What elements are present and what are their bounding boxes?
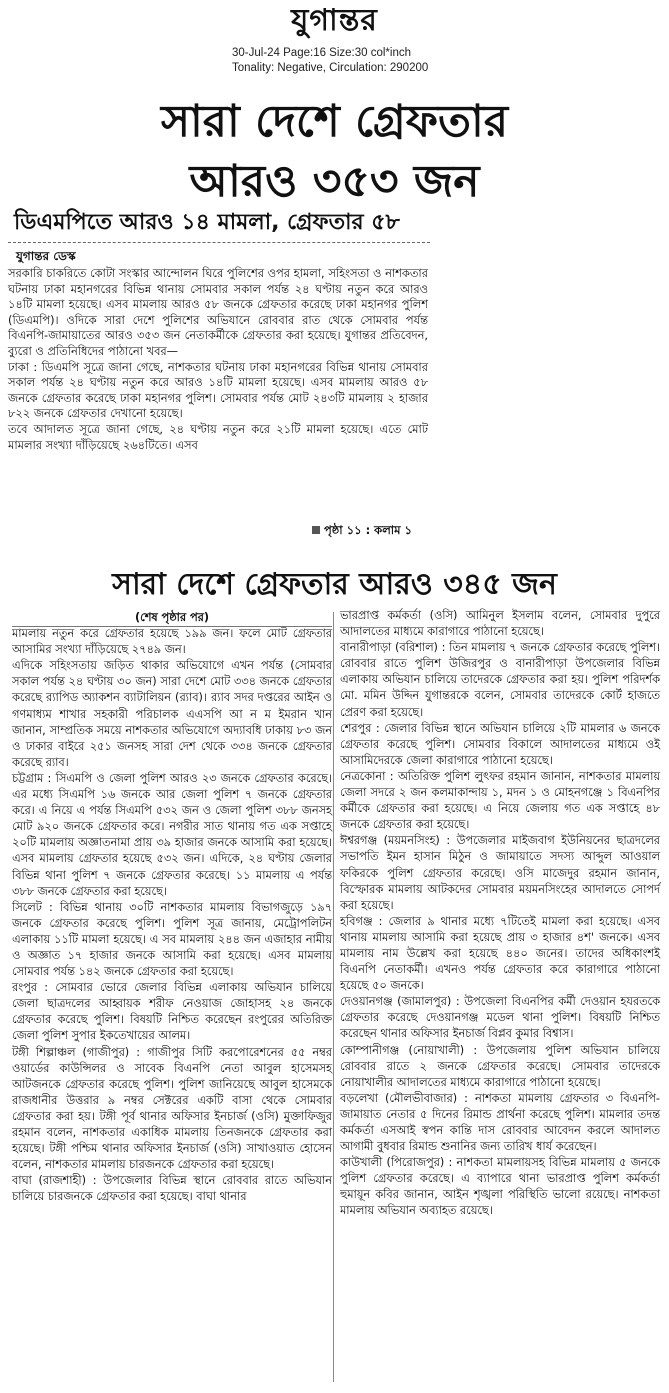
paragraph: এদিকে সহিংসতায় জড়িত থাকার অভিযোগে এখন পর্যন্ত (সোমবার সকাল পর্যন্ত ২৪ ঘণ্টায় ৩০ জন) সারা দেশে মোট ৩৩৪ জনকে গ্রেফতার করেছে র‌্যাপিড অ্যাকশন ব্যাটালিয়ন (র‌্যাব)। র‌্যাব সদর দপ্তরের আইন ও গণমাধ্যম শাখার সহকারী পরিচালক এএসপি আ ন ম ইমরান খান জানান, সাম্প্রতিক সময়ে নাশকতার অভিযোগে অদ্যাবধি ঢাকায় ৮৩ জন ও ঢাকার বাইরে ২৫১ জনসহ সারা দেশ থেকে ৩৩৪ জনকে গ্রেফতার করেছে র‌্যাব।: [12, 659, 332, 769]
story1-headline-line2: আরও ৩৫৩ জন: [189, 156, 480, 207]
paragraph: তবে আদালত সূত্রে জানা গেছে, ২৪ ঘণ্টায় নতুন করে ২১টি মামলা হয়েছে। এতে মোট মামলার সংখ্যা দাঁড়িয়েছে ২৬৪টিতে। এসব: [8, 421, 428, 452]
divider: [8, 242, 430, 243]
story2-headline: সারা দেশে গ্রেফতার আরও ৩৪৫ জন: [112, 567, 557, 602]
masthead: [0, 4, 669, 38]
paragraph: কাউখালী (পিরোজপুর) : নাশকতা মামলায়সহ বিভিন্ন মামলায় ৫ জনকে পুলিশ গ্রেফতার করেছে। এ ব্যাপারে থানা ভারপ্রাপ্ত পুলিশ কর্মকর্তা হুমায়ূন কবির জানান, আইন শৃঙ্খলা পরিস্থিতি ভালো রয়েছে। নাশকতা মামলায় অভিযান অব্যাহত রয়েছে।: [340, 1156, 660, 1218]
story2-column-left: [12, 610, 332, 1205]
jump-label: পৃষ্ঠা ১১ : কলাম ১: [324, 523, 412, 537]
story1-subheadline: ডিএমপিতে আরও ১৪ মামলা, গ্রেফতার ৫৮: [14, 210, 400, 235]
square-bullet-icon: [312, 526, 320, 534]
column-divider: [333, 612, 334, 1382]
paragraph: সরকারি চাকরিতে কোটা সংস্কার আন্দোলন ঘিরে পুলিশের ওপর হামলা, সহিংসতা ও নাশকতার ঘটনায় ঢাকা মহানগরের বিভিন্ন থানায় সোমবার সকাল পর্যন্ত ২৪ ঘণ্টায় নতুন করে আরও ১৪টি মামলা হয়েছে। এসব মামলায় আরও ৫৮ জনকে গ্রেফতার করেছে ঢাকা মহানগর পুলিশ (ডিএমপি)। ওদিকে সারা দেশে পুলিশের অভিযানে রোববার রাত থেকে সোমবার পর্যন্ত বিএনপি-জামায়াতের আরও ৩৫৩ জন নেতাকর্মীকে গ্রেফতার করা হয়েছে। যুগান্তর প্রতিবেদন, ব্যুরো ও প্রতিনিধিদের পাঠানো খবর—: [8, 266, 428, 358]
paragraph: নেত্রকোনা : অতিরিক্ত পুলিশ লুৎফর রহমান জানান, নাশকতার মামলায় জেলা সদরে ২ জন কলমাকান্দায় ১, মদন ১ ও মোহনগঞ্জে ১ বিএনপির কর্মীকে গ্রেফতার করা হয়েছে। এ নিয়ে জেলায় গত এক সপ্তাহে ৪৮ জনকে গ্রেফতার করা হয়েছে।: [340, 769, 660, 832]
paragraph: ঢাকা : ডিএমপি সূত্রে জানা গেছে, নাশকতার ঘটনায় ঢাকা মহানগরের বিভিন্ন থানায় সোমবার সকাল পর্যন্ত ২৪ ঘণ্টায় নতুন করে আরও ১৪টি মামলা হয়েছে। এসব মামলায় আরও ৫৮ জনকে গ্রেফতার করেছে ঢাকা মহানগর পুলিশ। সোমবার পর্যন্ত মোট ২৪৩টি মামলায় ২ হাজার ৮২২ জনকে গ্রেফতার দেখানো হয়েছে।: [8, 359, 428, 421]
paragraph: বানারীপাড়া (বরিশাল) : তিন মামলায় ৭ জনকে গ্রেফতার করেছে পুলিশ। রোববার রাতে পুলিশ উজিরপুর ও বানারীপাড়া উপজেলার বিভিন্ন এলাকায় অভিযান চালিয়ে তাদেরকে গ্রেফতার করা হয়। পুলিশ পরিদর্শক মো. মমিন উদ্দিন যুগান্তরকে বলেন, সোমবার তাদেরকে কোর্ট হাজতে প্রেরণ করা হয়েছে।: [340, 641, 660, 719]
paragraph: টঙ্গী শিল্পাঞ্চল (গাজীপুর) : গাজীপুর সিটি করপোরেশনের ৫৫ নম্বর ওয়ার্ডের কাউন্সিলর ও সাবেক বিএনপি নেতা আবুল হাসেমসহ আটজনকে গ্রেফতার করেছে পুলিশ। পুলিশ জানিয়েছে আবুল হাসেমকে রাজধানীর উত্তরার ৯ নম্বর সেক্টরের একটি বাসা থেকে সোমবার গ্রেফতার করা হয়। টঙ্গী পূর্ব থানার অফিসার ইনচার্জ (ওসি) মুক্তাফিজুর রহমান বলেন, নাশকতার একাধিক মামলায় তিনজনকে গ্রেফতার করা হয়েছে। টঙ্গী পশ্চিম থানার অফিসার ইনচার্জ (ওসি) সাখাওয়াত হোসেন বলেন, নাশকতার মামলায় চারজনকে গ্রেফতার করা হয়েছে।: [12, 1045, 332, 1172]
paragraph: মামলায় নতুন করে গ্রেফতার হয়েছে ১৯৯ জন। ফলে মোট গ্রেফতার আসামির সংখ্যা দাঁড়িয়েছে ২৭৪৯ জন।: [12, 627, 332, 657]
paragraph: দেওয়ানগঞ্জ (জামালপুর) : উপজেলা বিএনপির কর্মী দেওয়ান হযরতকে গ্রেফতার করেছে দেওয়ানগঞ্জ মডেল থানা পুলিশ। বিষয়টি নিশ্চিত করেছেন থানার অফিসার ইনচার্জ বিপ্লব কুমার বিশ্বাস।: [340, 995, 660, 1041]
paragraph: হবিগঞ্জ : জেলার ৯ থানার মধ্যে ৭টিতেই মামলা করা হয়েছে। এসব থানায় মামলায় আসামি করা হয়েছে প্রায় ৩ হাজার ৪শ' জনকে। এসব মামলায় নাম উল্লেখ করা হয়েছে ৪৪০ জনের। তাদের অধিকাংশই বিএনপি নেতাকর্মী। এখনও পর্যন্ত গ্রেফতার করে কারাগারে পাঠানো হয়েছে ৫০ জনকে।: [340, 914, 660, 993]
paragraph: বড়লেখা (মৌলভীবাজার) : নাশকতা মামলায় গ্রেফতার ৩ বিএনপি-জামায়াত নেতার ৫ দিনের রিমান্ড প্রার্থনা করেছে পুলিশ। মামলার তদন্ত কর্মকর্তা এসআই স্বপন কান্তি দাস রোববার আবেদন করলে আদালত আগামী বুধবার রিমান্ড শুনানির জন্য তারিখ ধার্য করেছেন।: [340, 1091, 660, 1154]
clipping-meta-line1: 30-Jul-24 Page:16 Size:30 col*inch: [232, 47, 412, 59]
story1-dateline: যুগান্তর ডেস্ক: [16, 249, 76, 263]
paragraph: চট্টগ্রাম : সিএমপি ও জেলা পুলিশ আরও ২৩ জনকে গ্রেফতার করেছে। এর মধ্যে সিএমপি ১৬ জনকে আর জেলা পুলিশ ৭ জনকে গ্রেফতার করে। এ নিয়ে এ পর্যন্ত সিএমপি ৫৩২ জন ও জেলা পুলিশ ৩৮৮ জনসহ মোট ৯২০ জনকে গ্রেফতার করে। নগরীর সাত থানায় গত এক সপ্তাহে ২০টি মামলায় অজ্ঞাতনামা প্রায় ৩৯ হাজার জনকে আসামি করা হয়েছে। এসব মামলায় গ্রেফতার হয়েছে ৫৩২ জন। এদিকে, ২৪ ঘণ্টায় জেলার বিভিন্ন থানা পুলিশ ৭ জনকে গ্রেফতার করেছে। ১১ মামলায় এ পর্যন্ত ৩৮৮ জনকে গ্রেফতার করা হয়েছে।: [12, 771, 332, 898]
story1-body: [8, 266, 428, 453]
paragraph: বাঘা (রাজশাহী) : উপজেলার বিভিন্ন স্থানে রোববার রাতে অভিযান চালিয়ে চারজনকে গ্রেফতার করা হয়েছে। বাঘা থানার: [12, 1174, 332, 1204]
clipping-meta: [232, 46, 428, 76]
paragraph: রংপুর : সোমবার ভোরে জেলার বিভিন্ন এলাকায় অভিযান চালিয়ে জেলা ছাত্রদলের আহ্বায়ক শরীফ নেওয়াজ জোহাসহ ২৪ জনকে গ্রেফতার করেছে পুলিশ। বিষয়টি নিশ্চিত করেছেন রংপুরের অতিরিক্ত জেলা পুলিশ সুপার ইকতেখায়ের আলম।: [12, 981, 332, 1043]
paragraph: কোম্পানীগঞ্জ (নোয়াখালী) : উপজেলায় পুলিশ অভিযান চালিয়ে রোববার রাতে ২ জনকে গ্রেফতার করেছে। সোমবার তাদেরকে নোয়াখালীর আদালতের মাধ্যমে কারাগারে পাঠানো হয়েছে।: [340, 1043, 660, 1089]
paragraph: ঈশ্বরগঞ্জ (ময়মনসিংহ) : উপজেলার মাইজবাগ ইউনিয়নের ছাত্রদলের সভাপতি ইমন হাসান মিঠুন ও জামায়াতে সদস্য আব্দুল আওয়াল ফকিরকে পুলিশ গ্রেফতার করেছে। ওসি মাজেদুর রহমান জানান, বিস্ফোরক মামলায় আটকদের সোমবার ময়মনসিংহের আদালতে সোপর্দ করা হয়েছে।: [340, 834, 660, 912]
paragraph: সিলেট : বিভিন্ন থানায় ৩০টি নাশকতার মামলায় বিভাগজুড়ে ১৯৭ জনকে গ্রেফতার করেছে পুলিশ। পুলিশ সূত্র জানায়, মেট্রোপলিটন এলাকায় ১১টি মামলা হয়েছে। এ সব মামলায় ২৪৪ জন এজাহার নামীয় ও অজ্ঞাত ১৭ হাজার জনকে আসামি করা হয়েছে। এসব মামলায় সোমবার পর্যন্ত ১৪২ জনকে গ্রেফতার করা হয়েছে।: [12, 900, 332, 979]
divider: [12, 626, 332, 627]
story2-column-right: [340, 608, 660, 1220]
clipping-meta-line2: Tonality: Negative, Circulation: 290200: [232, 62, 429, 74]
jump-reference: [312, 522, 412, 541]
paragraph: ভারপ্রাপ্ত কর্মকর্তা (ওসি) আমিনুল ইসলাম বলেন, সোমবার দুপুরে আদালতের মাধ্যমে কারাগারে পাঠানো হয়েছে।: [340, 609, 660, 639]
newspaper-logo: যুগান্তর: [291, 3, 378, 38]
story1-headline-line1: সারা দেশে গ্রেফতার: [160, 96, 509, 147]
paragraph: শেরপুর : জেলার বিভিন্ন স্থানে অভিযান চালিয়ে ২টি মামলার ৬ জনকে গ্রেফতার করেছে পুলিশ। সোমবার বিকালে আদালতের মাধ্যমে ওই আসামিদেরকে জেলা কারাগারে পাঠানো হয়েছে।: [340, 721, 660, 767]
continued-from: (শেষ পৃষ্ঠার পর): [134, 611, 210, 624]
